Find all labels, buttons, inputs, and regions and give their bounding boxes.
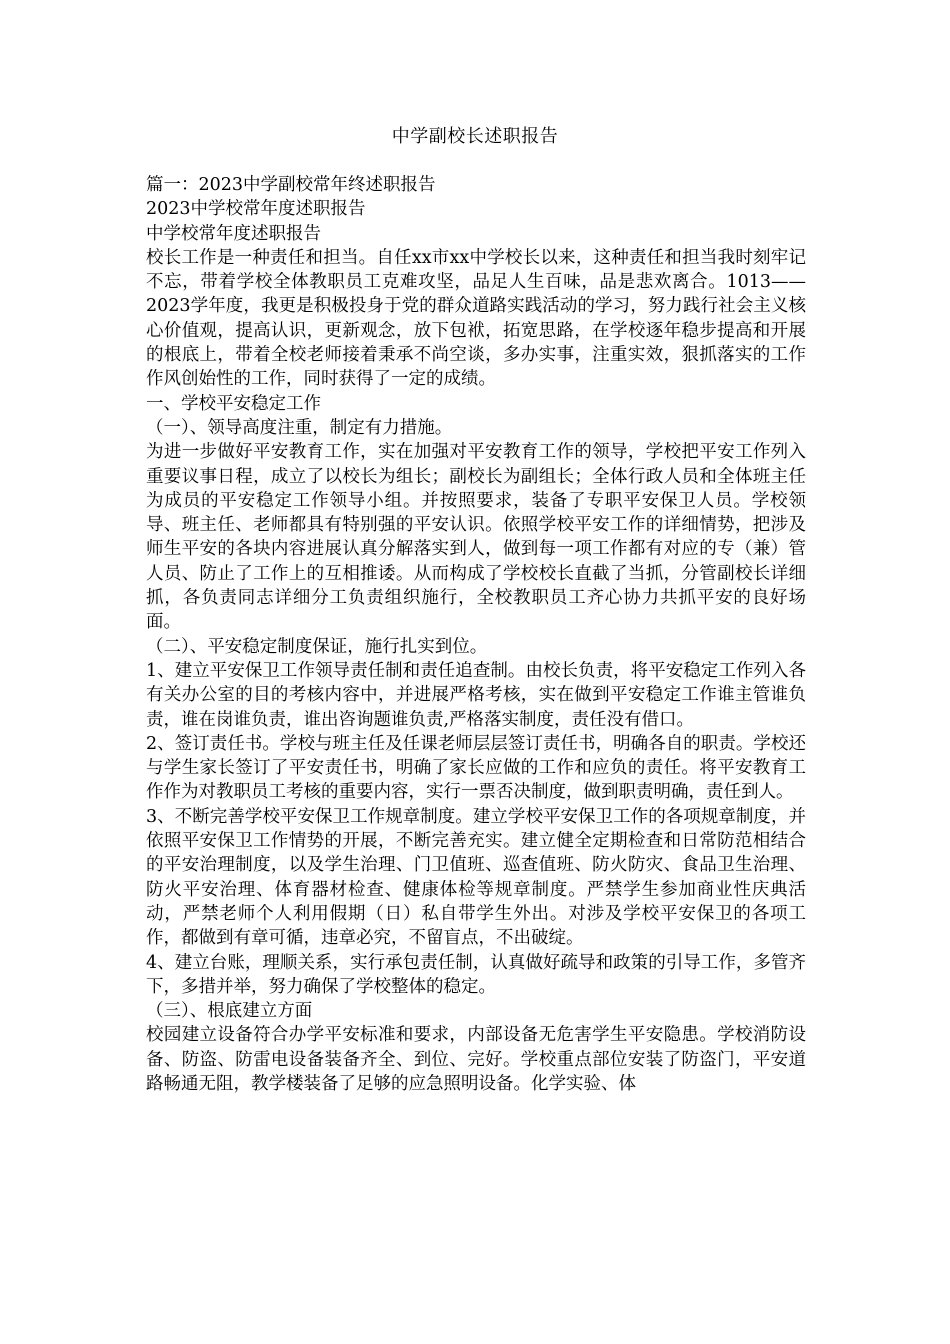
list-item-3: 3、不断完善学校平安保卫工作规章制度。建立学校平安保卫工作的各项规章制度，并依照平安保卫工作情势的开展，不断完善充实。建立健全定期检查和日常防范相结合的平安治理制度，以及学生治理、门卫值班、巡查值班、防火防灾、食品卫生治理、防火平安治理、体育器材检查、健康体检等规章制度。严禁学生参加商业性庆典活动，严禁老师个人利用假期（日）私自带学生外出。对涉及学校平安保卫的各项工作，都做到有章可循，违章必究，不留盲点，不出破绽。 [146,806,806,949]
section-heading-safety: 一、学校平安稳定工作 [146,393,321,414]
paragraph-intro: 校长工作是一种责任和担当。自任xx市xx中学校长以来，这种责任和担当我时刻牢记不忘，带着学校全体教职员工克难攻坚，品足人生百味，品是悲欢离合。1013——2023学年度，我更是积极投身于党的群众道路实践活动的学习，努力践行社会主义核心价值观，提高认识，更新观念，放下包袱，拓宽思路，在学校逐年稳步提高和开展的根底上，带着全校老师接着秉承不尚空谈，多办实事，注重实效，狠抓落实的工作作风创始性的工作，同时获得了一定的成绩。 [146,247,806,390]
document-body [146,173,806,1096]
subsection-heading-3: （三）、根底建立方面 [146,1001,313,1022]
heading-part-one: 篇一：2023中学副校常年终述职报告 [146,175,436,195]
subsection-heading-1: （一）、领导高度注重，制定有力措施。 [146,417,453,438]
list-item-4: 4、建立台账，理顺关系，实行承包责任制，认真做好疏导和政策的引导工作，多管齐下，多措并举，努力确保了学校整体的稳定。 [146,952,806,997]
document-title: 中学副校长述职报告 [391,126,559,147]
subtitle-school-report: 中学校常年度述职报告 [146,223,321,244]
paragraph-leadership: 为进一步做好平安教育工作，实在加强对平安教育工作的领导，学校把平安工作列入重要议事日程，成立了以校长为组长；副校长为副组长；全体行政人员和全体班主任为成员的平安稳定工作领导小组。并按照要求，装备了专职平安保卫人员。学校领导、班主任、老师都具有特别强的平安认识。依照学校平安工作的详细情势，把涉及师生平安的各块内容进展认真分解落实到人，做到每一项工作都有对应的专（兼）管人员、防止了工作上的互相推诿。从而构成了学校校长直截了当抓，分管副校长详细抓，各负责同志详细分工负责组织施行，全校教职员工齐心协力共抓平安的良好场面。 [146,442,806,633]
list-item-1: 1、建立平安保卫工作领导责任制和责任追查制。由校长负责，将平安稳定工作列入各有关办公室的目的考核内容中，并进展严格考核，实在做到平安稳定工作谁主管谁负责，谁在岗谁负责，谁出咨询题谁负责,严格落实制度，责任没有借口。 [146,660,806,730]
paragraph-facilities: 校园建立设备符合办学平安标准和要求，内部设备无危害学生平安隐患。学校消防设备、防盗、防雷电设备装备齐全、到位、完好。学校重点部位安装了防盗门，平安道路畅通无阻，教学楼装备了足够的应急照明设备。化学实验、体 [146,1025,806,1094]
list-item-2: 2、签订责任书。学校与班主任及任课老师层层签订责任书，明确各自的职责。学校还 与学生家长签订了平安责任书，明确了家长应做的工作和应负的责任。将平安教育工作作为对教职员工考核的重要内容，实行一票否决制度，做到职责明确，责任到人。 [146,733,806,803]
subtitle-report: 2023中学校常年度述职报告 [146,199,366,220]
subsection-heading-2: （二）、平安稳定制度保证，施行扎实到位。 [146,636,488,657]
